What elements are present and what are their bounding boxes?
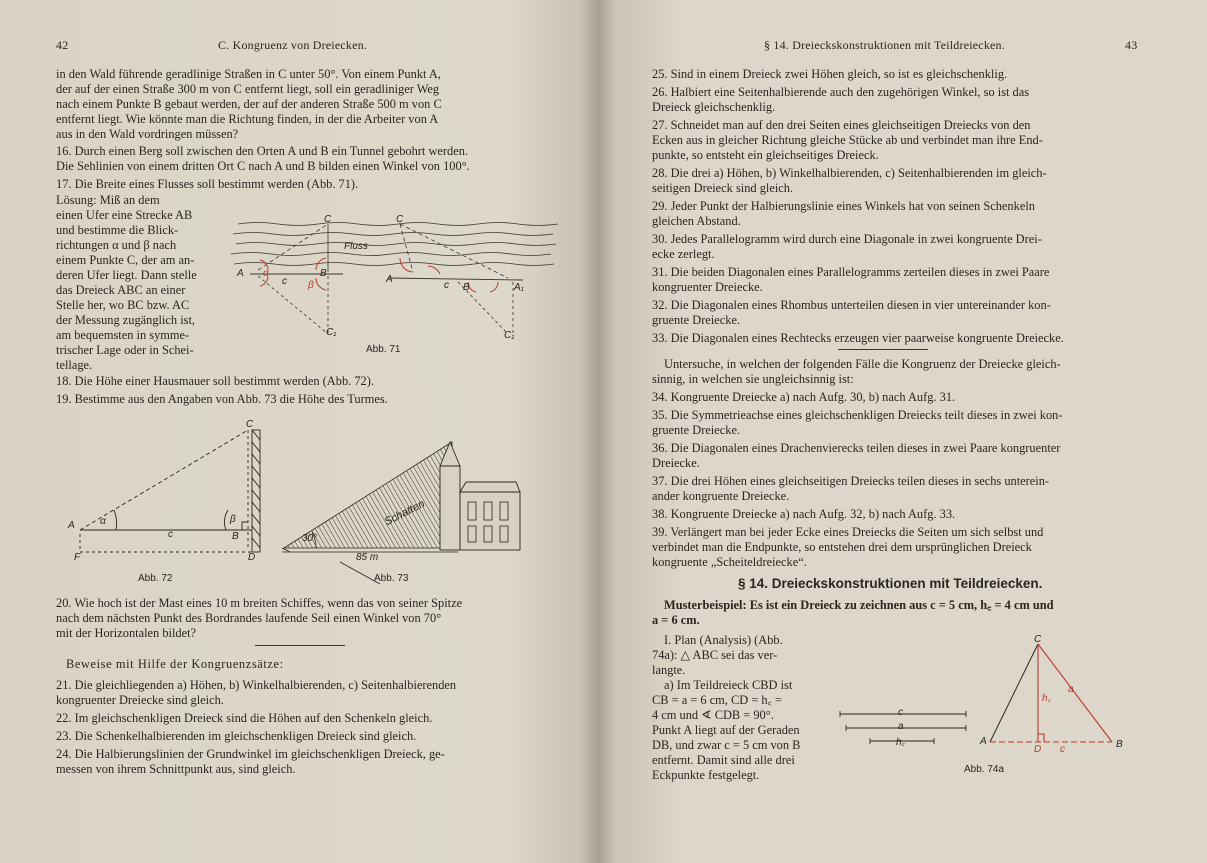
fig71-label-B: B xyxy=(463,282,470,293)
text-line: ander kongruente Dreiecke. xyxy=(652,489,790,503)
plan-line: Eckpunkte festgelegt. xyxy=(652,768,760,782)
exercise-38: 38. Kongruente Dreiecke a) nach Aufg. 32, b) nach Aufg. 33. xyxy=(652,507,956,521)
text-line: in den Wald führende geradlinige Straßen in C unter 50°. Von einem Punkt A, xyxy=(56,67,441,81)
fig71-river-label: Fluss xyxy=(344,241,368,252)
exercise-30: 30. Jedes Parallelogramm wird durch eine Diagonale in zwei kongruente Drei- xyxy=(652,232,1042,246)
fig72-label-B: B xyxy=(232,531,239,542)
fig74a-label-D: D xyxy=(1034,744,1042,755)
segment-label-c: c xyxy=(898,707,903,718)
exercise-29: 29. Jeder Punkt der Halbierungslinie eines Winkels hat von seinen Schenkeln xyxy=(652,199,1035,213)
fig72-caption: Abb. 72 xyxy=(138,573,173,584)
fig74a-label-hc: h꜀ xyxy=(1042,693,1052,704)
text-line: kongruenter Dreiecke. xyxy=(652,280,763,294)
text-line: nach einem Punkte B gebaut werden, der auf der anderen Straße 500 m von C xyxy=(56,97,442,111)
text-line: ecke zerlegt. xyxy=(652,247,715,261)
plan-line: langte. xyxy=(652,663,686,677)
fig73-caption: Abb. 73 xyxy=(374,573,409,584)
text-line: tellage. xyxy=(56,358,93,372)
exercise-26: 26. Halbiert eine Seitenhalbierende auch den zugehörigen Winkel, so ist das xyxy=(652,85,1030,99)
fig71-label-A1: A₁ xyxy=(514,282,524,293)
fig71-beta: β xyxy=(308,280,314,291)
exercise-23: 23. Die Schenkelhalbierenden im gleichschenkligen Dreieck sind gleich. xyxy=(56,729,417,743)
text-line: trischer Lage oder in Schei- xyxy=(56,343,194,357)
text-line: richtungen α und β nach xyxy=(56,238,177,252)
exercise-17: 17. Die Breite eines Flusses soll bestimmt werden (Abb. 71). xyxy=(56,177,359,191)
fig71-label-c: c xyxy=(444,280,449,291)
plan-line: CB = a = 6 cm, CD = h꜀ = xyxy=(652,693,782,707)
plan-line: I. Plan (Analysis) (Abb. xyxy=(664,633,783,647)
fig73-shadow-label: Schatten xyxy=(382,497,427,529)
text-line: der auf der einen Straße 300 m von C entfernt liegt, soll ein geradliniger Weg xyxy=(56,82,440,96)
fig74a-label-C: C xyxy=(1034,634,1042,645)
fig71-label-C1: C₁ xyxy=(326,327,337,338)
fig72-beta: β xyxy=(230,514,236,525)
investigate-intro: Untersuche, in welchen der folgenden Fälle die Kongruenz der Dreiecke gleich- xyxy=(664,357,1061,371)
fig74a-label-a: a xyxy=(1068,684,1074,695)
fig71-label-C: C xyxy=(396,214,404,225)
exercise-24: 24. Die Halbierungslinien der Grundwinkel im gleichschenkligen Dreieck, ge- xyxy=(56,747,445,761)
text-line: verbindet man die Endpunkte, so entstehen drei dem ursprünglichen Dreieck xyxy=(652,540,1032,554)
text-line: kongruente „Scheiteldreiecke“. xyxy=(652,555,807,569)
plan-line: entfernt. Damit sind alle drei xyxy=(652,753,795,767)
fig71-label-C: C xyxy=(324,214,332,225)
text-line: Dreieck gleichschenklig. xyxy=(652,100,776,114)
text-line: Lösung: Miß an dem xyxy=(56,193,160,207)
fig71-label-A: A xyxy=(386,274,393,285)
running-header: § 14. Dreieckskonstruktionen mit Teildreiecken. xyxy=(764,38,1005,52)
text-line: gruente Dreiecke. xyxy=(652,313,741,327)
right-page xyxy=(598,0,1207,863)
exercise-28: 28. Die drei a) Höhen, b) Winkelhalbierenden, c) Seitenhalbierenden im gleich- xyxy=(652,166,1047,180)
text-line: sinnig, in welchen sie ungleichsinnig ist: xyxy=(652,372,854,386)
fig73-angle-label: 30° xyxy=(302,533,318,544)
fig72-alpha: α xyxy=(100,516,106,527)
fig73-length-label: 85 m xyxy=(356,552,379,563)
exercise-31: 31. Die beiden Diagonalen eines Parallelogramms zerteilen dieses in zwei Paare xyxy=(652,265,1050,279)
plan-line: a) Im Teildreieck CBD ist xyxy=(664,678,793,692)
section-title: § 14. Dreieckskonstruktionen mit Teildreiecken. xyxy=(738,576,1043,591)
example-line: a = 6 cm. xyxy=(652,613,700,627)
text-line: aus in den Wald vordringen müssen? xyxy=(56,127,239,141)
fig71-label-c: c xyxy=(282,276,287,287)
exercise-37: 37. Die drei Höhen eines gleichseitigen Dreiecks teilen dieses in sechs unterein- xyxy=(652,474,1050,488)
text-line: messen von ihrem Schnittpunkt aus, sind gleich. xyxy=(56,762,296,776)
text-line: Die Sehlinien von einem dritten Ort C nach A und B bilden einen Winkel von 100°. xyxy=(56,159,470,173)
exercise-39: 39. Verlängert man bei jeder Ecke eines Dreiecks die Seiten um sich selbst und xyxy=(652,525,1044,539)
text-line: deren Ufer liegt. Dann stelle xyxy=(56,268,197,282)
plan-line: DB, und zwar c = 5 cm von B xyxy=(652,738,801,752)
exercise-33: 33. Die Diagonalen eines Rechtecks erzeugen vier paarweise kongruente Dreiecke. xyxy=(652,331,1064,345)
segment-label-hc: h꜀ xyxy=(896,737,906,748)
exercise-21: 21. Die gleichliegenden a) Höhen, b) Winkelhalbierenden, c) Seitenhalbierenden xyxy=(56,678,457,692)
fig71-label-C1: C₁ xyxy=(504,330,515,341)
page-number: 43 xyxy=(1125,38,1138,52)
figure-72 xyxy=(66,420,276,570)
exercise-35: 35. Die Symmetrieachse eines gleichschenkligen Dreiecks teilt dieses in zwei kon- xyxy=(652,408,1063,422)
text-line: Dreiecke. xyxy=(652,456,700,470)
text-line: Ecken aus in gleicher Richtung gleiche Stücke ab und verbindet man ihre End- xyxy=(652,133,1043,147)
text-line: das Dreieck ABC an einer xyxy=(56,283,186,297)
text-line: seitigen Dreieck sind gleich. xyxy=(652,181,794,195)
fig72-label-F: F xyxy=(74,552,81,563)
exercise-19: 19. Bestimme aus den Angaben von Abb. 73 die Höhe des Turmes. xyxy=(56,392,388,406)
fig72-label-D: D xyxy=(248,552,256,563)
text-line: nach dem nächsten Punkt des Bordrandes laufende Seil einen Winkel von 70° xyxy=(56,611,442,625)
fig71-label-A: A xyxy=(237,268,244,279)
fig71-alpha: α xyxy=(263,268,269,279)
plan-line: 4 cm und ∢ CDB = 90°. xyxy=(652,708,774,722)
fig71-label-B: B xyxy=(320,268,327,279)
figure-71 xyxy=(228,216,548,358)
exercise-18: 18. Die Höhe einer Hausmauer soll bestimmt werden (Abb. 72). xyxy=(56,374,374,388)
left-page xyxy=(0,0,598,863)
fig72-label-A: A xyxy=(68,520,75,531)
fig71-caption: Abb. 71 xyxy=(366,344,401,355)
fig72-label-C: C xyxy=(246,419,254,430)
fig72-label-c: c xyxy=(168,529,173,540)
plan-line: 74a): △ ABC sei das ver- xyxy=(652,648,778,662)
exercise-32: 32. Die Diagonalen eines Rhombus unterteilen diesen in vier untereinander kon- xyxy=(652,298,1051,312)
page-number: 42 xyxy=(56,38,69,52)
exercise-20: 20. Wie hoch ist der Mast eines 10 m breiten Schiffes, wenn das von seiner Spitze xyxy=(56,596,463,610)
fig74a-label-c: c xyxy=(1060,744,1065,755)
figure-74a xyxy=(982,640,1122,756)
text-line: entfernt liegt. Wie könnte man die Richtung finden, in der die Arbeiter von A xyxy=(56,112,439,126)
text-line: mit der Horizontalen bildet? xyxy=(56,626,197,640)
exercise-34: 34. Kongruente Dreiecke a) nach Aufg. 30, b) nach Aufg. 31. xyxy=(652,390,956,404)
text-line: gruente Dreiecke. xyxy=(652,423,741,437)
exercise-25: 25. Sind in einem Dreieck zwei Höhen gleich, so ist es gleichschenklig. xyxy=(652,67,1008,81)
fig74a-label-B: B xyxy=(1116,739,1123,750)
fig74a-label-A: A xyxy=(980,736,987,747)
plan-line: Punkt A liegt auf der Geraden xyxy=(652,723,800,737)
text-line: am bequemsten in symme- xyxy=(56,328,190,342)
exercise-27: 27. Schneidet man auf den drei Seiten eines gleichseitigen Dreiecks von den xyxy=(652,118,1031,132)
exercise-36: 36. Die Diagonalen eines Drachenvierecks teilen dieses in zwei Paare kongruenter xyxy=(652,441,1061,455)
text-line: und bestimme die Blick- xyxy=(56,223,179,237)
divider xyxy=(255,645,345,646)
text-line: kongruenter Dreiecke sind gleich. xyxy=(56,693,224,707)
text-line: der Messung zugänglich ist, xyxy=(56,313,196,327)
example-line: Musterbeispiel: Es ist ein Dreieck zu zeichnen aus c = 5 cm, h꜀ = 4 cm und xyxy=(664,598,1054,612)
running-header: C. Kongruenz von Dreiecken. xyxy=(218,38,368,52)
text-line: einem Punkte C, der am an- xyxy=(56,253,195,267)
text-line: einen Ufer eine Strecke AB xyxy=(56,208,193,222)
text-line: gleichen Abstand. xyxy=(652,214,741,228)
segment-label-a: a xyxy=(898,721,904,732)
exercise-22: 22. Im gleichschenkligen Dreieck sind die Höhen auf den Schenkeln gleich. xyxy=(56,711,433,725)
proof-intro: Beweise mit Hilfe der Kongruenzsätze: xyxy=(66,657,284,671)
divider xyxy=(838,349,928,350)
exercise-16: 16. Durch einen Berg soll zwischen den Orten A und B ein Tunnel gebohrt werden. xyxy=(56,144,469,158)
fig74a-caption: Abb. 74a xyxy=(964,764,1005,775)
text-line: Stelle her, wo BC bzw. AC xyxy=(56,298,190,312)
text-line: punkte, so entsteht ein gleichseitiges Dreieck. xyxy=(652,148,879,162)
